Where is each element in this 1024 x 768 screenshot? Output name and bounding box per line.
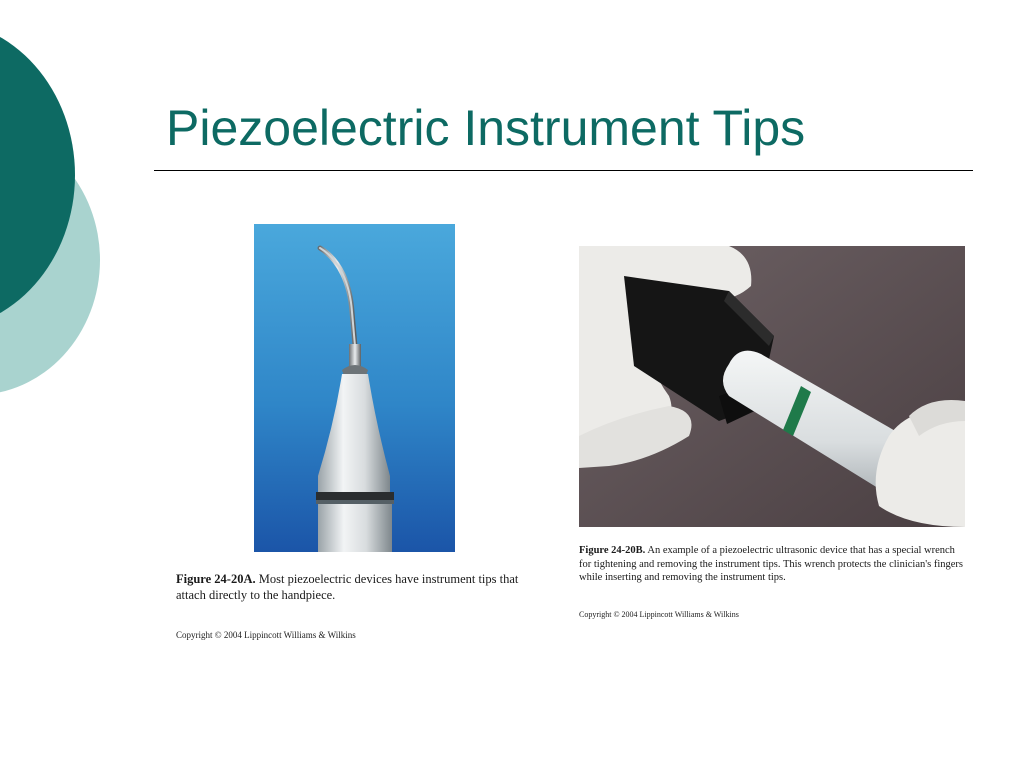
figure-a-caption [176,571,524,603]
handpiece-tip-photo [254,224,455,552]
figure-a-text: Most piezoelectric devices have instrument tips that attach directly to the handpiece. [176,572,519,602]
figure-a-label: Figure 24-20A. [176,572,256,586]
slide-title: Piezoelectric Instrument Tips [166,100,806,156]
wrench-handpiece-photo [579,246,965,527]
figure-b-copyright: Copyright © 2004 Lippincott Williams & Wilkins [579,610,739,619]
figure-b-label: Figure 24-20B. [579,545,646,556]
figure-b-text: An example of a piezoelectric ultrasonic device that has a special wrench for tightening and removing the instrument tips. This wrench protects the clinician's fingers while inserting and removing the instrument tips. [579,545,963,583]
figure-a-copyright: Copyright © 2004 Lippincott Williams & Wilkins [176,630,356,640]
title-divider [154,170,973,171]
figure-b-caption [579,544,967,585]
